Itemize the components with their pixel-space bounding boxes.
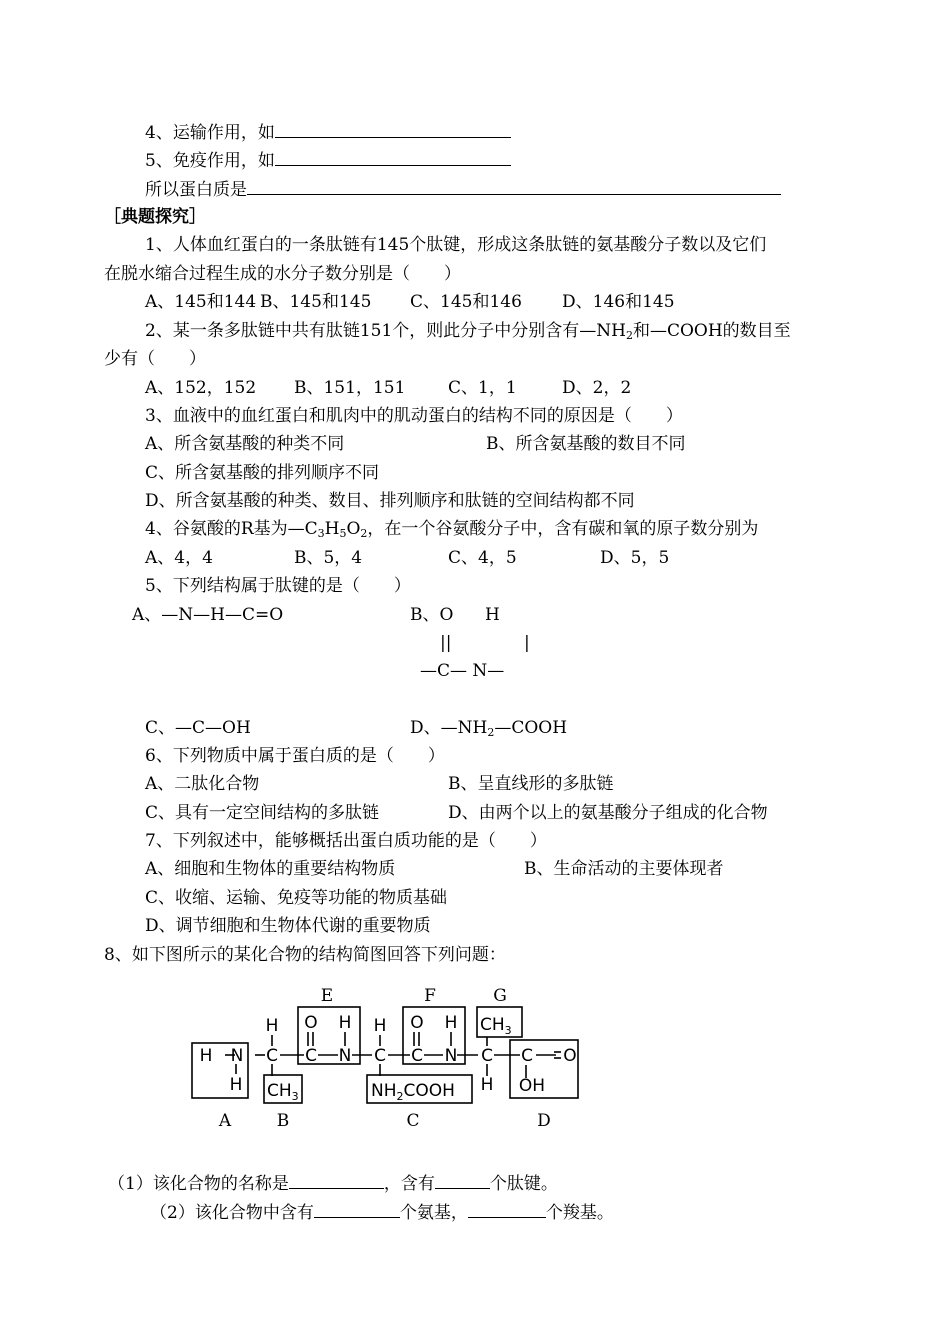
q4-option-d[interactable]: D、5，5 bbox=[600, 548, 670, 568]
q4-stem: 4、谷氨酸的R基为$—C_3H_5O_2$，在一个谷氨酸分子中，含有碳和氧的原子数分别为 bbox=[145, 519, 759, 540]
q2-option-d[interactable]: D、2，2 bbox=[562, 378, 632, 398]
q2-option-b[interactable]: B、151，151 bbox=[294, 378, 406, 398]
function-4-line bbox=[145, 121, 511, 144]
atom-c: C bbox=[521, 1046, 533, 1066]
q4-option-c[interactable]: C、4，5 bbox=[448, 548, 517, 568]
q6-stem: 6、下列物质中属于蛋白质的是（ ） bbox=[145, 746, 445, 766]
q6-option-b[interactable]: B、呈直线形的多肽链 bbox=[448, 774, 614, 794]
atom-c: C bbox=[305, 1046, 317, 1066]
atom-h: H bbox=[444, 1013, 458, 1033]
q5-option-b-top[interactable]: B、O bbox=[410, 605, 454, 625]
label-a: A bbox=[218, 1111, 232, 1131]
atom-n: N bbox=[338, 1046, 352, 1066]
function-5-text: 5、免疫作用，如 bbox=[145, 151, 275, 171]
group-oh: OH bbox=[518, 1076, 546, 1096]
function-4-blank[interactable] bbox=[275, 121, 511, 138]
q7-option-c[interactable]: C、收缩、运输、免疫等功能的物质基础 bbox=[145, 888, 448, 908]
atom-o: O bbox=[304, 1013, 318, 1033]
atom-n: N bbox=[230, 1046, 244, 1066]
q5-option-b-double-bond: || bbox=[440, 633, 452, 653]
q7-option-a[interactable]: A、细胞和生物体的重要结构物质 bbox=[145, 859, 396, 879]
label-e: E bbox=[320, 986, 334, 1006]
function-5-line bbox=[145, 149, 511, 172]
label-c: C bbox=[406, 1111, 420, 1131]
atom-c: C bbox=[411, 1046, 423, 1066]
q5-option-d[interactable]: D、$—NH_2—COOH$ bbox=[410, 718, 568, 739]
q2-stem-line1: 2、某一条多肽链中共有肽链151个，则此分子中分别含有$—NH_2$和—COOH的数目至 bbox=[145, 321, 791, 342]
q2-option-a[interactable]: A、152，152 bbox=[145, 378, 257, 398]
atom-h: H bbox=[229, 1075, 243, 1095]
function-4-text: 4、运输作用，如 bbox=[145, 123, 275, 143]
atom-h: H bbox=[480, 1075, 494, 1095]
q6-option-a[interactable]: A、二肽化合物 bbox=[145, 774, 260, 794]
q1-option-a[interactable]: A、145和144 bbox=[145, 292, 257, 312]
sub-question-2: （2）该化合物中含有 个氨基， 个羧基。 bbox=[150, 1203, 614, 1223]
group-ch3-g: $CH_3$ bbox=[480, 1015, 512, 1037]
q3-option-d[interactable]: D、所含氨基酸的种类、数目、排列顺序和肽链的空间结构都不同 bbox=[145, 491, 635, 511]
sub-question-1: （1）该化合物的名称是 ，含有 个肽键。 bbox=[108, 1174, 558, 1194]
atom-c: C bbox=[266, 1046, 278, 1066]
label-g: G bbox=[493, 986, 507, 1006]
q1-option-b[interactable]: B、145和145 bbox=[260, 292, 372, 312]
compound-structure-diagram bbox=[180, 980, 600, 1140]
q7-option-b[interactable]: B、生命活动的主要体现者 bbox=[524, 859, 724, 879]
atom-h: H bbox=[373, 1016, 387, 1036]
q2-stem-line2: 少有（ ） bbox=[104, 349, 206, 369]
q3-option-a[interactable]: A、所含氨基酸的种类不同 bbox=[145, 434, 345, 454]
q3-option-c[interactable]: C、所含氨基酸的排列顺序不同 bbox=[145, 463, 380, 483]
q1-option-d[interactable]: D、146和145 bbox=[562, 292, 675, 312]
conclusion-line bbox=[145, 178, 781, 201]
label-b: B bbox=[276, 1111, 290, 1131]
section-heading: ［典题探究］ bbox=[104, 207, 206, 227]
q7-stem: 7、下列叙述中，能够概括出蛋白质功能的是（ ） bbox=[145, 831, 547, 851]
conclusion-text: 所以蛋白质是 bbox=[145, 180, 247, 200]
group-nh2cooh: $NH_2COOH$ bbox=[371, 1081, 455, 1103]
q4-option-a[interactable]: A、4，4 bbox=[145, 548, 213, 568]
q6-option-c[interactable]: C、具有一定空间结构的多肽链 bbox=[145, 803, 380, 823]
q5-option-b-bottom: —C— N— bbox=[420, 661, 505, 681]
q5-option-a[interactable]: A、—N—H—C=O bbox=[132, 605, 284, 625]
q4-option-b[interactable]: B、5，4 bbox=[294, 548, 363, 568]
peptide-bond-count-blank[interactable] bbox=[435, 1172, 490, 1189]
atom-h: H bbox=[199, 1046, 213, 1066]
q1-stem-line2: 在脱水缩合过程生成的水分子数分别是（ ） bbox=[104, 264, 461, 284]
function-5-blank[interactable] bbox=[275, 149, 511, 166]
q1-stem-line1: 1、人体血红蛋白的一条肽链有145个肽键，形成这条肽链的氨基酸分子数以及它们 bbox=[145, 235, 767, 255]
q7-option-d[interactable]: D、调节细胞和生物体代谢的重要物质 bbox=[145, 916, 431, 936]
q6-option-d[interactable]: D、由两个以上的氨基酸分子组成的化合物 bbox=[448, 803, 768, 823]
atom-o: O bbox=[563, 1046, 577, 1066]
q3-option-b[interactable]: B、所含氨基酸的数目不同 bbox=[486, 434, 686, 454]
q1-option-c[interactable]: C、145和146 bbox=[410, 292, 522, 312]
q8-stem: 8、如下图所示的某化合物的结构简图回答下列问题： bbox=[104, 945, 506, 965]
label-f: F bbox=[424, 986, 436, 1006]
group-ch3-b: $CH_3$ bbox=[267, 1081, 299, 1103]
atom-c: C bbox=[374, 1046, 386, 1066]
atom-c: C bbox=[481, 1046, 493, 1066]
compound-name-blank[interactable] bbox=[289, 1172, 384, 1189]
atom-h: H bbox=[265, 1016, 279, 1036]
atom-o: O bbox=[410, 1013, 424, 1033]
q5-option-b-top-h: H bbox=[485, 605, 500, 625]
q5-option-c[interactable]: C、—C—OH bbox=[145, 718, 251, 738]
atom-h: H bbox=[338, 1013, 352, 1033]
atom-n: N bbox=[444, 1046, 458, 1066]
carboxyl-group-count-blank[interactable] bbox=[468, 1201, 546, 1218]
label-d: D bbox=[537, 1111, 551, 1131]
amino-group-count-blank[interactable] bbox=[314, 1201, 400, 1218]
q3-stem: 3、血液中的血红蛋白和肌肉中的肌动蛋白的结构不同的原因是（ ） bbox=[145, 406, 683, 426]
q5-option-b-single-bond: | bbox=[524, 633, 530, 653]
conclusion-blank[interactable] bbox=[247, 178, 781, 195]
q5-stem: 5、下列结构属于肽键的是（ ） bbox=[145, 576, 411, 596]
q2-option-c[interactable]: C、1，1 bbox=[448, 378, 517, 398]
